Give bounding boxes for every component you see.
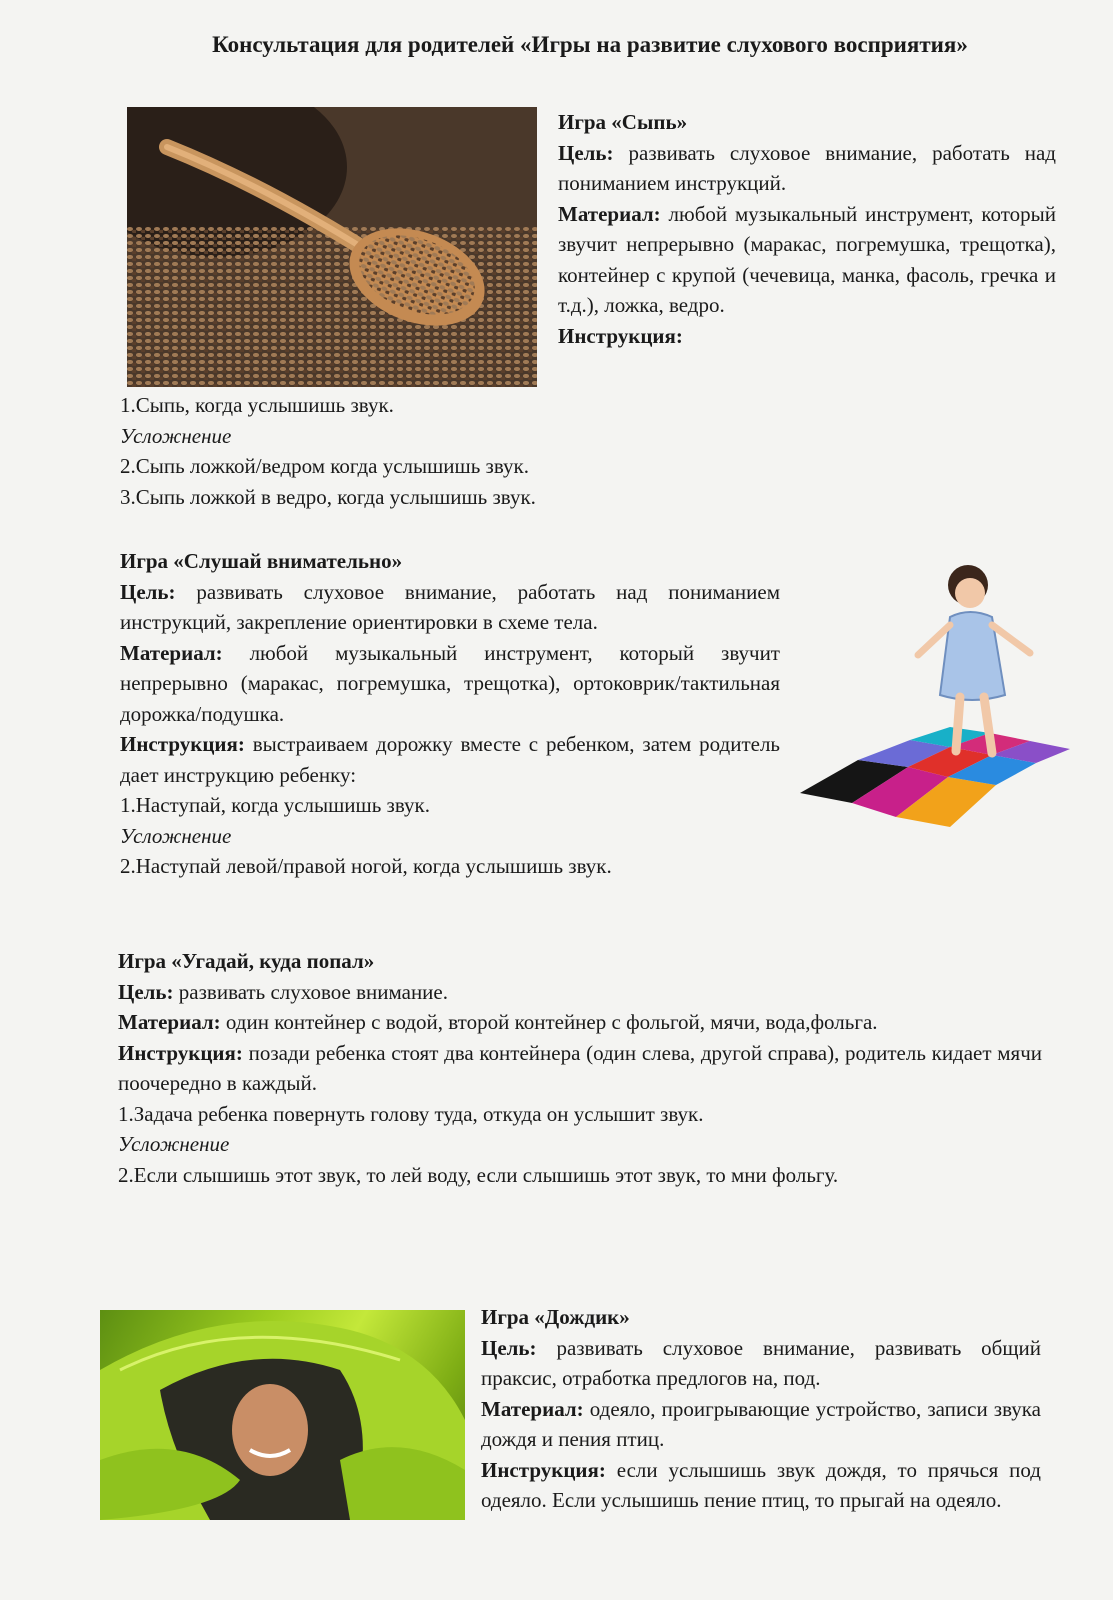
- child-mat-image: [800, 555, 1078, 840]
- game3-goal: [118, 977, 1042, 1008]
- game4-material-text: одеяло, проигрывающие устройство, записи звука дождя и пения птиц.: [481, 1396, 1041, 1451]
- game1-goal: [558, 138, 1056, 199]
- goal-label: Цель:: [481, 1335, 537, 1360]
- game1-title: Игра «Сыпь»: [558, 110, 688, 134]
- instruction-label: Инструкция:: [118, 1040, 243, 1065]
- game3-section: [118, 946, 1042, 1190]
- game3-step-1: 1.Задача ребенка повернуть голову туда, откуда он услышит звук.: [118, 1101, 704, 1126]
- game3-step-2: 2.Если слышишь этот звук, то лей воду, если слышишь этот звук, то мни фольгу.: [118, 1162, 839, 1187]
- game2-goal-text: развивать слуховое внимание, работать над пониманием инструкций, закрепление ориентировки в схеме тела.: [120, 579, 780, 634]
- game2-step-1: 1.Наступай, когда услышишь звук.: [120, 793, 430, 817]
- game4-instruction: [481, 1455, 1041, 1516]
- instruction-label: Инструкция:: [120, 732, 245, 756]
- game1-complication: Усложнение: [120, 423, 232, 448]
- material-label: Материал:: [558, 201, 661, 226]
- game4-material: [481, 1394, 1041, 1455]
- game1-step-1: 1.Сыпь, когда услышишь звук.: [120, 393, 394, 417]
- game1-material: [558, 199, 1056, 321]
- material-label: Материал:: [120, 640, 223, 665]
- game4-goal-text: развивать слуховое внимание, развивать общий праксис, отработка предлогов на, под.: [481, 1335, 1041, 1390]
- material-label: Материал:: [118, 1010, 221, 1034]
- game1-instruction-label: Инструкция:: [558, 323, 683, 348]
- game3-title: Игра «Угадай, куда попал»: [118, 949, 375, 973]
- game4-goal: [481, 1333, 1041, 1394]
- goal-label: Цель:: [120, 579, 176, 604]
- game2-goal: [120, 577, 780, 638]
- goal-label: Цель:: [558, 140, 614, 165]
- game2-complication: Усложнение: [120, 823, 232, 848]
- goal-label: Цель:: [118, 979, 174, 1004]
- game1-step-2: 2.Сыпь ложкой/ведром когда услышишь звук.: [120, 454, 529, 478]
- game2-title: Игра «Слушай внимательно»: [120, 549, 403, 573]
- grain-spoon-image: [127, 107, 537, 387]
- game1-steps: [120, 390, 820, 512]
- material-label: Материал:: [481, 1396, 584, 1421]
- game3-instruction: [118, 1038, 1042, 1099]
- child-under-blanket-illustration: [100, 1310, 465, 1520]
- child-on-mat-illustration: [800, 555, 1078, 840]
- game4-title: Игра «Дождик»: [481, 1305, 630, 1329]
- game1-step-3: 3.Сыпь ложкой в ведро, когда услышишь звук.: [120, 484, 536, 509]
- game3-material: [118, 1007, 1042, 1038]
- game2-instruction-text: выстраиваем дорожку вместе с ребенком, затем родитель дает инструкцию ребенку:: [120, 732, 780, 787]
- blanket-image: [100, 1310, 465, 1520]
- spoon-with-grain-illustration: [127, 107, 537, 387]
- game2-material-text: любой музыкальный инструмент, который звучит непрерывно (маракас, погремушка, трещотка), ортоковрик/тактильная дорожка/подушка.: [120, 640, 780, 726]
- game3-instruction-text: позади ребенка стоят два контейнера (один слева, другой справа), родитель кидает мячи поочередно в каждый.: [118, 1040, 1042, 1095]
- game2-step-2: 2.Наступай левой/правой ногой, когда услышишь звук.: [120, 854, 612, 878]
- game1-section: [558, 107, 1056, 351]
- page-title: Консультация для родителей «Игры на развитие слухового восприятия»: [212, 32, 968, 57]
- game1-material-text: любой музыкальный инструмент, который звучит непрерывно (маракас, погремушка, трещотка), контейнер с крупой (чечевица, манка, фасоль, гречка и т.д.), ложка, ведро.: [558, 201, 1056, 317]
- game2-section: [120, 546, 780, 882]
- instruction-label: Инструкция:: [481, 1457, 606, 1482]
- game1-goal-text: развивать слуховое внимание, работать над пониманием инструкций.: [558, 140, 1056, 195]
- game4-section: [481, 1302, 1041, 1516]
- game2-instruction: [120, 729, 780, 790]
- game3-material-text: один контейнер с водой, второй контейнер с фольгой, мячи, вода,фольга.: [220, 1010, 878, 1034]
- game3-goal-text: развивать слуховое внимание.: [173, 979, 448, 1004]
- game4-instruction-text: если услышишь звук дождя, то прячься под одеяло. Если услышишь пение птиц, то прыгай на одеяло.: [481, 1457, 1041, 1512]
- game3-complication: Усложнение: [118, 1132, 230, 1156]
- game2-material: [120, 638, 780, 730]
